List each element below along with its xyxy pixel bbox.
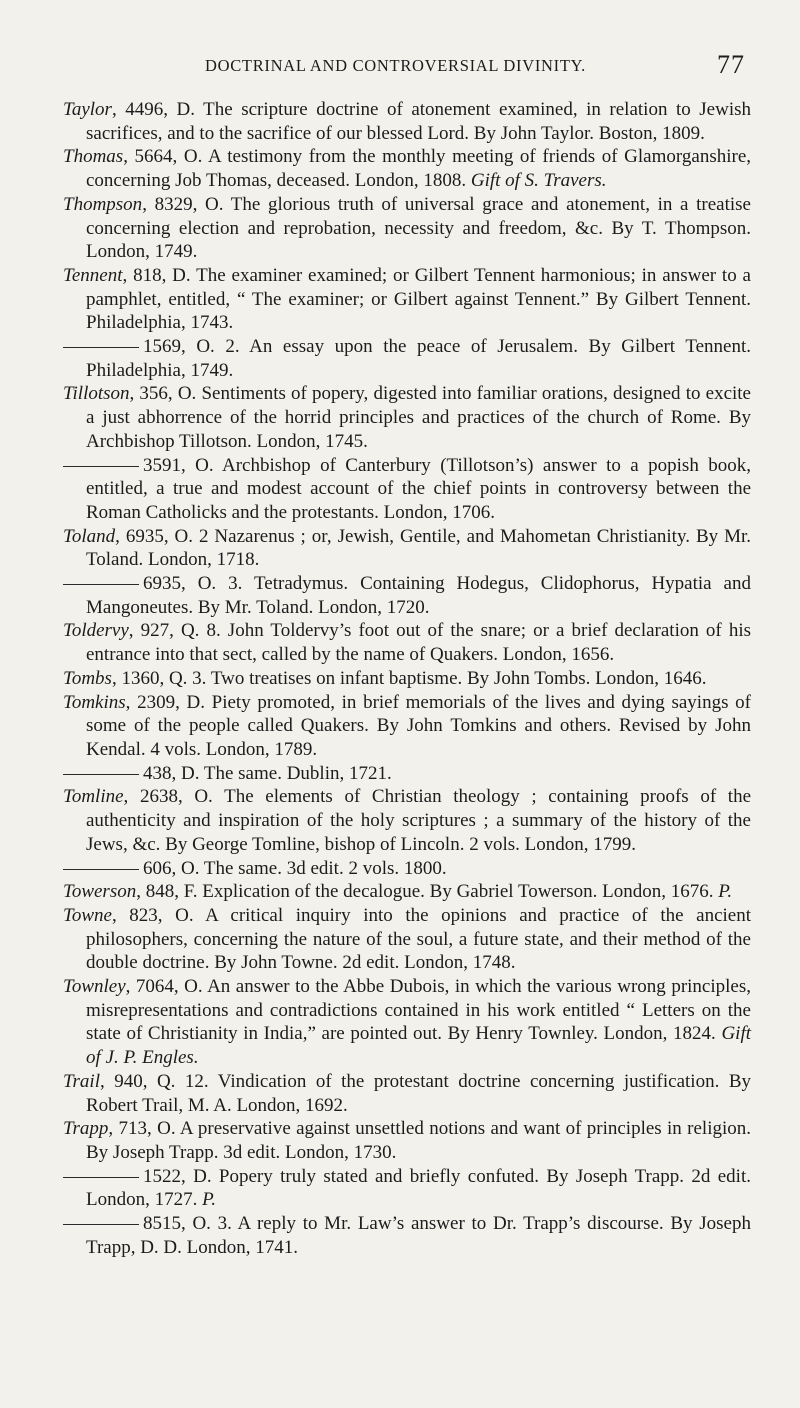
ditto-dash <box>63 774 139 775</box>
catalogue-entry <box>63 1165 751 1212</box>
entry-text: 1522, D. Popery truly stated and briefly confuted. By Joseph Trapp. 2d edit. London, 1727. <box>86 1165 751 1211</box>
catalogue-entry <box>63 1212 751 1259</box>
catalogue-entry <box>63 145 751 192</box>
catalogue-entry <box>63 667 751 691</box>
author-name: Trail <box>63 1070 100 1092</box>
page-number: 77 <box>717 50 745 79</box>
entry-text: , 2638, O. The elements of Christian theology ; containing proofs of the authenticity and inspiration of the holy scriptures ; a summary of the history of the Jews, &c. By George Tomline, bishop of Lincoln. 2 vols. London, 1799. <box>86 786 751 855</box>
author-name: Trapp <box>63 1118 109 1140</box>
ditto-dash <box>63 869 139 870</box>
author-name: Toland <box>63 525 116 547</box>
ditto-dash <box>63 584 139 585</box>
entry-text: , 7064, O. An answer to the Abbe Dubois, in which the various wrong principles, misrepresentations and contradictions contained in his work entitled “ Letters on the state of Christianity in India,” are pointed out. By Henry Townley. London, 1824. <box>86 976 751 1045</box>
gift-note: P. <box>202 1189 217 1211</box>
author-name: Towerson <box>63 881 137 903</box>
author-name: Thompson <box>63 193 143 215</box>
entry-text: , 823, O. A critical inquiry into the opinions and practice of the ancient philosophers, concerning the nature of the soul, a future state, and their method of the double doctrine. By John Towne. 2d edit. London, 1748. <box>86 904 751 974</box>
entry-text: , 848, F. Explication of the decalogue. By Gabriel Towerson. London, 1676. <box>136 881 714 903</box>
catalogue-entry <box>63 691 751 762</box>
entry-text: , 4496, D. The scripture doctrine of atonement examined, in relation to Jewish sacrifices, and to the sacrifice of our blessed Lord. By John Taylor. Boston, 1809. <box>86 99 751 144</box>
running-title: DOCTRINAL AND CONTROVERSIAL DIVINITY. <box>205 56 586 75</box>
catalogue-entry <box>63 857 751 881</box>
author-name: Taylor <box>63 99 112 120</box>
entry-text: 438, D. The same. Dublin, 1721. <box>143 762 392 784</box>
ditto-dash <box>63 466 139 467</box>
author-name: Toldervy <box>63 620 129 642</box>
entry-text: 3591, O. Archbishop of Canterbury (Tillotson’s) answer to a popish book, entitled, a true and modest account of the chief points in controversy between the Roman Catholicks and the protestants. London, 1706. <box>86 454 751 523</box>
catalogue-entry <box>63 785 751 856</box>
ditto-dash <box>63 1224 139 1225</box>
author-name: Tombs <box>63 667 112 689</box>
author-name: Tillotson <box>63 383 130 405</box>
entry-text: , 1360, Q. 3. Two treatises on infant baptisme. By John Tombs. London, 1646. <box>111 667 707 689</box>
entry-text: , 8329, O. The glorious truth of universal grace and atonement, in a treatise concerning election and reprobation, necessity and freedom, &c. By T. Thompson. London, 1749. <box>86 193 751 263</box>
catalogue-entry <box>63 193 751 264</box>
gift-note: Gift of S. Travers. <box>470 170 607 192</box>
catalogue-entry <box>63 264 751 335</box>
catalogue-entry <box>63 904 751 975</box>
catalogue-entry <box>63 762 751 786</box>
catalogue-entry <box>63 619 751 666</box>
ditto-dash <box>63 1177 139 1178</box>
author-name: Tomline <box>63 786 124 808</box>
author-name: Thomas <box>63 146 124 168</box>
catalogue-entry <box>63 525 751 572</box>
entry-text: , 2309, D. Piety promoted, in brief memorials of the lives and dying sayings of some of the people called Quakers. By John Tomkins and others. Revised by John Kendal. 4 vols. London, 1789. <box>86 691 751 760</box>
catalogue-entry <box>63 975 751 1070</box>
entry-text: , 818, D. The examiner examined; or Gilbert Tennent harmonious; in answer to a pamphlet, entitled, “ The examiner; or Gilbert against Tennent.” By Gilbert Tennent. Philadelphia, 1743. <box>86 264 751 334</box>
author-name: Tomkins <box>63 691 126 713</box>
entry-text: , 927, Q. 8. John Toldervy’s foot out of the snare; or a brief declaration of his entrance into that sect, called by the name of Quakers. London, 1656. <box>86 620 751 666</box>
entry-text: , 5664, O. A testimony from the monthly meeting of friends of Glamorganshire, concerning Job Thomas, deceased. London, 1808. <box>86 146 751 192</box>
catalogue-entry <box>63 335 751 382</box>
entry-text: , 356, O. Sentiments of popery, digested into familiar orations, designed to excite a just abhorrence of the horrid principles and practices of the church of Rome. By Archbishop Tillotson. London, 1745. <box>86 383 751 452</box>
catalogue-entry <box>63 1070 751 1117</box>
catalogue-entry <box>63 1117 751 1164</box>
ditto-dash <box>63 347 139 348</box>
entry-text: 6935, O. 3. Tetradymus. Containing Hodegus, Clidophorus, Hypatia and Mangoneutes. By Mr. Toland. London, 1720. <box>86 573 751 618</box>
entry-text: , 940, Q. 12. Vindication of the protestant doctrine concerning justification. By Robert Trail, M. A. London, 1692. <box>86 1070 751 1116</box>
entry-text: , 6935, O. 2 Nazarenus ; or, Jewish, Gentile, and Mahometan Christianity. By Mr. Toland. London, 1718. <box>86 525 751 571</box>
catalogue-entry <box>63 454 751 525</box>
entry-text: , 713, O. A preservative against unsettled notions and want of principles in religion. By Joseph Trapp. 3d edit. London, 1730. <box>86 1118 751 1163</box>
author-name: Tennent <box>63 264 123 286</box>
catalogue-entries <box>63 98 751 1259</box>
catalogue-entry <box>63 880 751 904</box>
author-name: Townley <box>63 976 126 998</box>
gift-note: P. <box>718 881 733 903</box>
entry-text: 8515, O. 3. A reply to Mr. Law’s answer to Dr. Trapp’s discourse. By Joseph Trapp, D. D. London, 1741. <box>86 1213 751 1258</box>
catalogue-entry <box>63 98 751 145</box>
gift-note: Gift of J. P. Engles. <box>86 1023 752 1069</box>
catalogue-entry <box>63 382 751 453</box>
author-name: Towne <box>63 904 112 926</box>
entry-text: 1569, O. 2. An essay upon the peace of Jerusalem. By Gilbert Tennent. Philadelphia, 1749. <box>86 336 751 381</box>
catalogue-entry <box>63 572 751 619</box>
entry-text: 606, O. The same. 3d edit. 2 vols. 1800. <box>143 857 447 879</box>
